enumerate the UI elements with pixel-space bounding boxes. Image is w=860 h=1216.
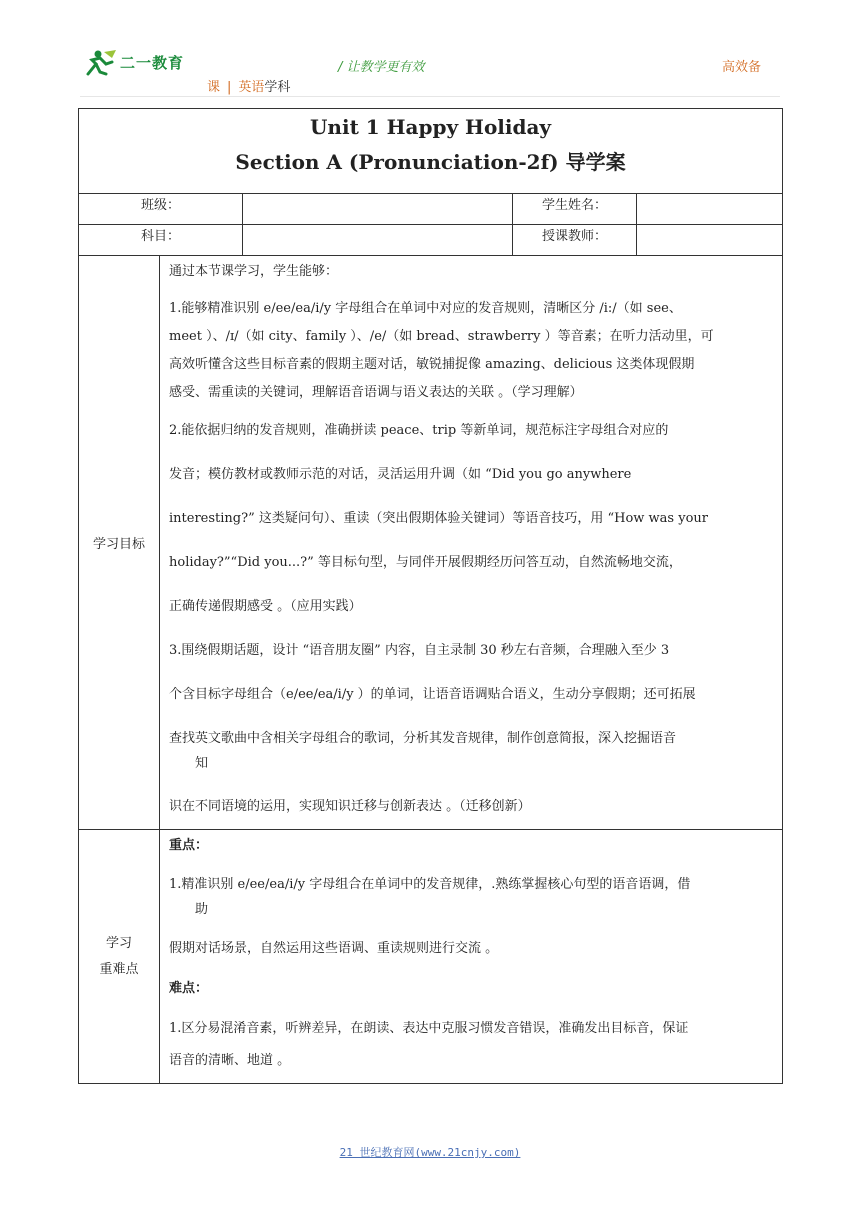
goal1-line4: 感受、需重读的关键词，理解语音语调与语义表达的关联 。（学习理解） (169, 385, 583, 400)
subject-label: 科目： (79, 225, 243, 256)
subject-separator: | (227, 80, 232, 95)
teacher-field[interactable] (637, 225, 783, 256)
goal3-line4: 识在不同语境的运用，实现知识迁移与创新表达 。（迁移创新） (169, 799, 531, 814)
goal3-line3: 查找英文歌曲中含相关字母组合的歌词，分析其发音规律，制作创意简报，深入挖掘语音 (169, 731, 677, 746)
goal2-line2: 发音；模仿教材或教师示范的对话，灵活运用升调（如 “Did you go anywhere (169, 467, 632, 482)
subject-name: 英语 (238, 80, 265, 95)
goals-label: 学习目标 (79, 256, 160, 830)
footer-link[interactable]: 21 世纪教育网(www.21cnjy.com) (339, 1146, 521, 1159)
goal2-line5: 正确传递假期感受 。（应用实践） (169, 599, 362, 614)
subject-suffix: 学科 (264, 80, 291, 95)
keypoints-label-line2: 重难点 (99, 961, 139, 977)
goal1-line2: meet ）、/ɪ/（如 city、family ）、/e/（如 bread、strawberry ）等音素；在听力活动里，可 (169, 329, 714, 344)
keypoints-label-line1: 学习 (105, 935, 132, 951)
goal2-line3: interesting?” 这类疑问句）、重读（突出假期体验关键词）等语音技巧，用 “How was your (169, 511, 708, 526)
page-title: Unit 1 Happy Holiday (309, 115, 552, 139)
keypoints-label (79, 830, 160, 1084)
key-title: 重点： (169, 838, 209, 853)
key-wrap: 助 (195, 902, 209, 917)
difficulty-line2: 语音的清晰、地道 。 (169, 1053, 291, 1068)
class-field[interactable] (243, 194, 513, 225)
subject-line (207, 76, 290, 95)
worksheet-table (78, 108, 783, 1084)
header-divider (80, 96, 780, 97)
goal1-line1: 1.能够精准识别 e/ee/ea/i/y 字母组合在单词中对应的发音规则，清晰区分 /i:/（如 see、 (169, 301, 682, 316)
difficulty-line1: 1.区分易混淆音素，听辨差异，在朗读、表达中克服习惯发音错误，准确发出目标音，保证 (169, 1021, 689, 1036)
goal2-line4: holiday?”“Did you...?” 等目标句型，与同伴开展假期经历问答互动，自然流畅地交流， (169, 555, 682, 570)
student-name-field[interactable] (637, 194, 783, 225)
page-header (0, 0, 860, 100)
goal2-line1: 2.能依据归纳的发音规则，准确拼读 peace、trip 等新单词，规范标注字母组合对应的 (169, 423, 669, 438)
keypoints-content (160, 830, 783, 1084)
goal3-wrap: 知 (195, 756, 209, 771)
goal1-line3: 高效听懂含这些目标音素的假期主题对话，敏锐捕捉像 amazing、delicious 这类体现假期 (169, 357, 695, 372)
title-cell (79, 109, 783, 194)
subject-field[interactable] (243, 225, 513, 256)
goal3-line2: 个含目标字母组合（e/ee/ea/i/y ）的单词，让语音语调贴合语义，生动分享假期；还可拓展 (169, 687, 696, 702)
key-line2: 假期对话场景，自然运用这些语调、重读规则进行交流 。 (169, 941, 499, 956)
goals-content (160, 256, 783, 830)
key-line1: 1.精准识别 e/ee/ea/i/y 字母组合在单词中的发音规律，.熟练掌握核心句型的语音语调，借 (169, 877, 691, 892)
student-name-label: 学生姓名： (513, 194, 637, 225)
header-efficient-text: 高效备 (722, 60, 762, 75)
logo-text: 二一教育 (120, 54, 185, 72)
slogan: / 让教学更有效 (338, 60, 425, 75)
subject-prefix: 课 (207, 80, 221, 95)
teacher-label: 授课教师： (513, 225, 637, 256)
difficulty-title: 难点： (169, 981, 209, 996)
class-label: 班级： (79, 194, 243, 225)
goal3-line1: 3.围绕假期话题，设计 “语音朋友圈” 内容，自主录制 30 秒左右音频，合理融入至少 3 (169, 643, 670, 658)
goals-intro: 通过本节课学习，学生能够： (169, 264, 339, 279)
page-subtitle: Section A (Pronunciation-2f) 导学案 (235, 150, 626, 174)
